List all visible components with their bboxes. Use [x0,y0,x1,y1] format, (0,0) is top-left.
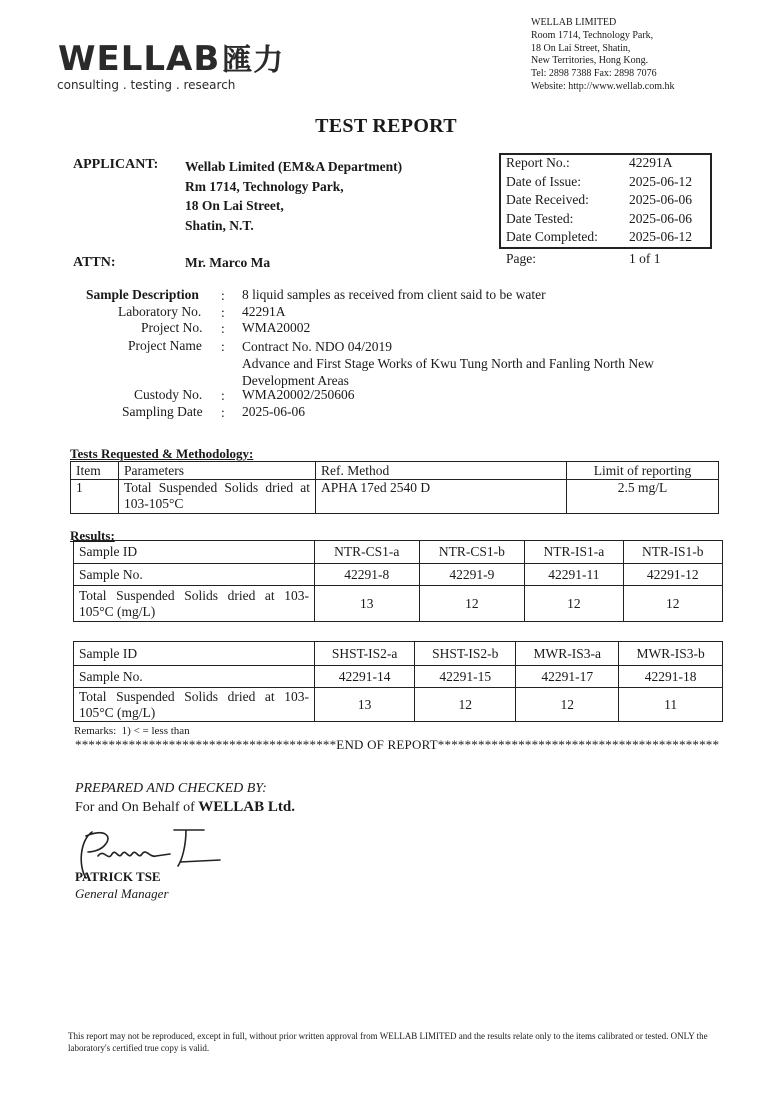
report-no-row [506,155,705,173]
project-no-label: Project No. [141,320,203,335]
sample-no-cell: 42291-14 [315,666,415,688]
results-table-2 [73,641,723,722]
sampling-date-value: 2025-06-06 [242,404,305,419]
date-completed-row [506,229,705,247]
limit-cell: 2.5 mg/L [567,480,719,514]
date-of-issue-label: Date of Issue: [506,173,581,189]
date-completed-label: Date Completed: [506,229,598,244]
sample-id-cell: MWR-IS3-b [619,642,723,666]
address-line: New Territories, Hong Kong. [531,55,649,67]
date-received-label: Date Received: [506,192,589,207]
header-item: Item [71,462,119,480]
custody-no-value: WMA20002/250606 [242,387,355,402]
logo-text: WELLAB [58,39,221,79]
end-of-report: ***************************************END OF REPORT****************************************** [75,737,720,752]
header-parameters: Parameters [119,462,316,480]
lab-no-label: Laboratory No. [118,304,202,319]
table-row [71,480,719,514]
signatory-position: General Manager [75,886,169,901]
applicant-label: APPLICANT: [73,157,159,172]
tss-cell: 12 [415,688,516,722]
applicant-line: Rm 1714, Technology Park, [185,178,344,194]
tss-cell: 11 [619,688,723,722]
address-line: Tel: 2898 7388 Fax: 2898 7076 [531,68,657,80]
on-behalf-company: WELLAB Ltd. [198,799,295,815]
attn-label: ATTN: [73,255,116,270]
company-logo [58,39,285,79]
sample-id-cell: NTR-CS1-b [419,541,525,564]
logo-tagline: consulting . testing . research [57,78,236,92]
colon: : [221,288,225,303]
custody-no-label: Custody No. [134,387,203,402]
sample-no-cell: 42291-11 [525,564,623,586]
project-no-value: WMA20002 [242,320,311,335]
report-no-value: 42291A [629,155,673,170]
sampling-date-label: Sampling Date [122,404,203,419]
company-address [531,17,675,94]
table-row [74,642,723,666]
tss-cell: 12 [516,688,619,722]
tss-cell: 13 [315,688,415,722]
signatory-name: PATRICK TSE [75,869,161,884]
header-ref-method: Ref. Method [316,462,567,480]
date-of-issue-value: 2025-06-12 [629,173,692,189]
tss-label: Total Suspended Solids dried at 103-105°C (mg/L) [74,688,315,722]
sample-no-cell: 42291-12 [623,564,722,586]
sample-no-cell: 42291-9 [419,564,525,586]
sample-id-cell: NTR-IS1-b [623,541,722,564]
page-value: 1 of 1 [629,251,661,266]
footer-disclaimer: This report may not be reproduced, except in full, without prior written approval from WELLAB LIMITED and the results relate only to the items calibrated or tested. ONLY the laboratory's certified true copy is valid. [68,1031,708,1053]
colon: : [221,339,225,354]
project-name-line: Contract No. NDO 04/2019 [242,339,392,354]
report-info-box [499,153,712,249]
date-completed-value: 2025-06-12 [629,229,692,244]
sample-no-cell: 42291-17 [516,666,619,688]
table-row [74,564,723,586]
table-row [74,541,723,564]
tss-cell: 12 [623,586,722,622]
date-tested-value: 2025-06-06 [629,210,692,226]
sample-id-label: Sample ID [74,642,315,666]
table-row [74,586,723,622]
logo-chinese: 匯力 [222,43,285,78]
attn-value: Mr. Marco Ma [185,255,271,270]
tss-label: Total Suspended Solids dried at 103-105°C (mg/L) [74,586,315,622]
address-line: Website: http://www.wellab.com.hk [531,80,675,92]
item-cell: 1 [71,480,119,514]
parameter-cell: Total Suspended Solids dried at 103-105°C [119,480,316,514]
lab-no-value: 42291A [242,304,286,319]
colon: : [221,405,225,420]
sample-id-cell: NTR-IS1-a [525,541,623,564]
prepared-by: PREPARED AND CHECKED BY: [75,781,267,796]
method-cell: APHA 17ed 2540 D [316,480,567,514]
report-no-label: Report No.: [506,155,570,170]
table-row [74,688,723,722]
tss-cell: 12 [419,586,525,622]
sample-id-label: Sample ID [74,541,315,564]
colon: : [221,321,225,336]
methodology-heading: Tests Requested & Methodology: [70,446,254,461]
results-table-1 [73,540,723,622]
address-line: 18 On Lai Street, Shatin, [531,42,631,54]
methodology-table [70,461,719,514]
applicant-line: Wellab Limited (EM&A Department) [185,159,403,174]
sample-no-label: Sample No. [74,666,315,688]
address-line: Room 1714, Technology Park, [531,29,654,41]
date-received-row [506,192,705,210]
project-name-line: Development Areas [242,373,349,388]
project-name-label: Project Name [128,338,202,353]
project-name-line: Advance and First Stage Works of Kwu Tung North and Fanling North New [242,356,654,371]
on-behalf-prefix: For and On Behalf of [75,800,199,815]
methodology-header-row [71,462,719,480]
sample-description-value: 8 liquid samples as received from client said to be water [242,287,546,302]
sample-description-label: Sample Description [86,287,199,302]
applicant-line: Shatin, N.T. [185,218,254,234]
sample-no-cell: 42291-15 [415,666,516,688]
sample-id-cell: NTR-CS1-a [315,541,420,564]
header-limit: Limit of reporting [567,462,719,480]
sample-id-cell: SHST-IS2-b [415,642,516,666]
tss-cell: 12 [525,586,623,622]
sample-id-cell: SHST-IS2-a [315,642,415,666]
tss-cell: 13 [315,586,420,622]
address-line: WELLAB LIMITED [531,17,617,28]
colon: : [221,388,225,403]
page-label: Page: [506,251,536,266]
colon: : [221,305,225,320]
date-tested-label: Date Tested: [506,210,574,226]
date-received-value: 2025-06-06 [629,192,692,207]
sample-no-cell: 42291-8 [315,564,420,586]
sample-id-cell: MWR-IS3-a [516,642,619,666]
applicant-line: 18 On Lai Street, [185,198,284,214]
date-tested-row [506,211,705,229]
date-of-issue-row [506,174,705,192]
sample-no-label: Sample No. [74,564,315,586]
report-title: TEST REPORT [315,115,457,137]
results-heading: Results: [70,528,115,543]
applicant-address [185,157,402,236]
remarks: Remarks: 1) < = less than [74,725,190,737]
on-behalf-line [75,799,295,816]
table-row [74,666,723,688]
sample-no-cell: 42291-18 [619,666,723,688]
project-name-value [242,338,654,389]
